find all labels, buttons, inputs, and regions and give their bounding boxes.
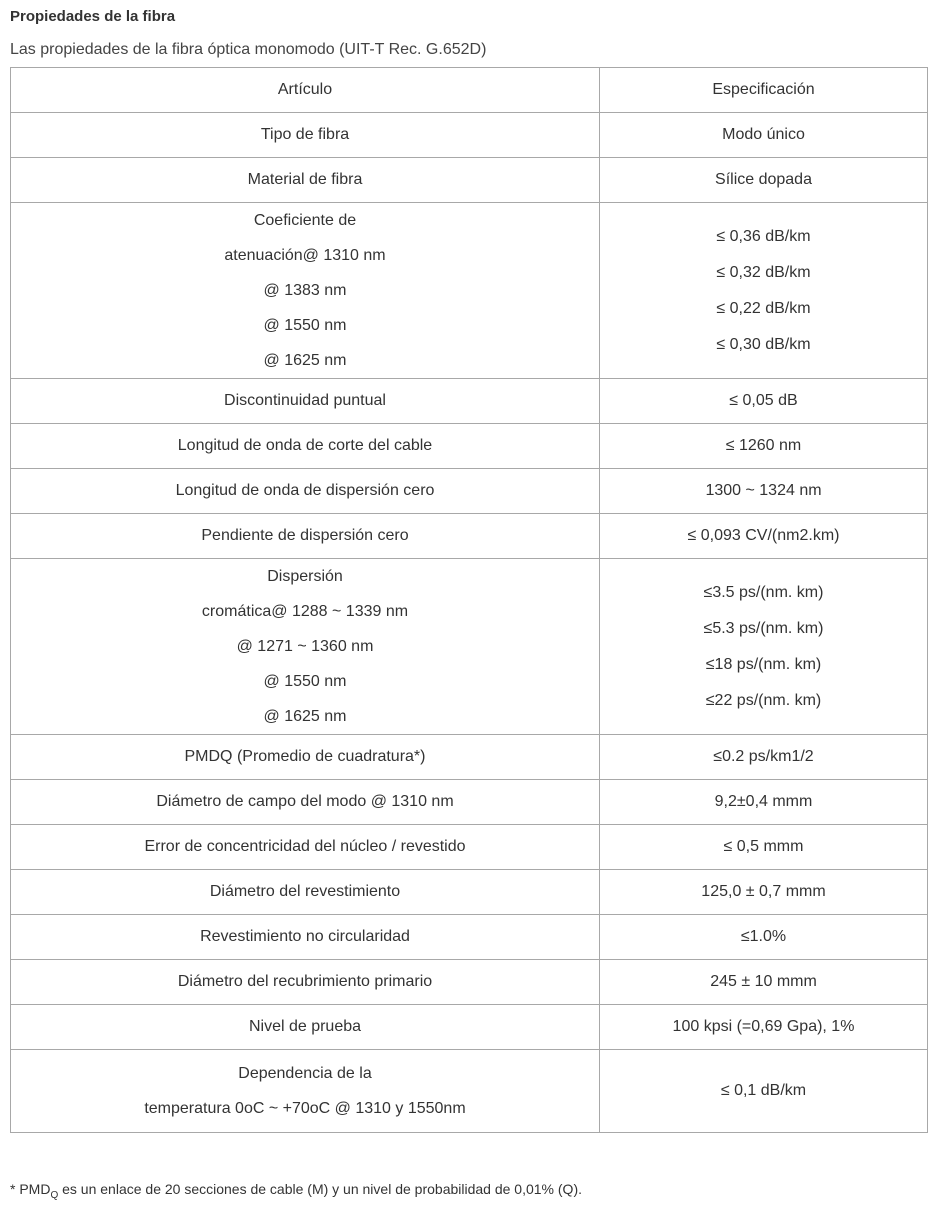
spec-line: ≤1.0% <box>740 928 787 945</box>
table-row <box>11 158 928 203</box>
item-cell <box>11 915 600 960</box>
item-cell <box>11 1050 600 1133</box>
spec-cell <box>600 825 928 870</box>
item-line: PMDQ (Promedio de cuadratura*) <box>184 748 426 765</box>
item-line: Revestimiento no circularidad <box>200 928 410 945</box>
spec-line: 100 kpsi (=0,69 Gpa), 1% <box>672 1018 855 1035</box>
table-row <box>11 870 928 915</box>
spec-cell <box>600 1050 928 1133</box>
spec-line: ≤ 0,5 mmm <box>723 838 804 855</box>
item-cell <box>11 424 600 469</box>
item-line: temperatura 0oC ~ +70oC @ 1310 y 1550nm <box>144 1100 466 1117</box>
item-line: atenuación@ 1310 nm <box>224 247 386 264</box>
spec-line: ≤ 0,32 dB/km <box>716 263 811 281</box>
spec-line: 245 ± 10 mmm <box>710 973 817 990</box>
table-header-row <box>11 68 928 113</box>
spec-line: ≤ 0,05 dB <box>729 392 798 409</box>
spec-cell <box>600 915 928 960</box>
item-cell <box>11 870 600 915</box>
spec-line: ≤ 0,1 dB/km <box>720 1082 807 1099</box>
spec-line: ≤ 1260 nm <box>725 437 802 454</box>
item-line: @ 1625 nm <box>263 352 347 369</box>
item-line: Discontinuidad puntual <box>224 392 386 409</box>
item-cell <box>11 203 600 379</box>
item-line: Tipo de fibra <box>260 126 350 143</box>
item-line: @ 1550 nm <box>263 673 347 690</box>
footnote <box>10 1181 582 1201</box>
header-spec: Especificación <box>600 68 928 113</box>
footnote-text: es un enlace de 20 secciones de cable (M) y un nivel de probabilidad de 0,01% (Q). <box>58 1181 582 1197</box>
spec-line: ≤ 0,093 CV/(nm2.km) <box>687 527 840 544</box>
item-line: Dispersión <box>267 568 343 585</box>
spec-line: ≤0.2 ps/km1/2 <box>713 748 814 765</box>
item-cell <box>11 559 600 735</box>
item-line: @ 1625 nm <box>263 708 347 725</box>
spec-line: 1300 ~ 1324 nm <box>705 482 822 499</box>
table-row <box>11 113 928 158</box>
table-row <box>11 1005 928 1050</box>
item-line: Longitud de onda de corte del cable <box>177 437 433 454</box>
item-cell <box>11 469 600 514</box>
item-cell <box>11 379 600 424</box>
table-row <box>11 1050 928 1133</box>
item-cell <box>11 514 600 559</box>
spec-cell <box>600 870 928 915</box>
table-row <box>11 825 928 870</box>
spec-cell <box>600 514 928 559</box>
item-cell <box>11 735 600 780</box>
table-row <box>11 514 928 559</box>
spec-line: ≤ 0,30 dB/km <box>716 335 811 353</box>
spec-cell <box>600 559 928 735</box>
spec-cell <box>600 203 928 379</box>
item-line: Diámetro del recubrimiento primario <box>177 973 433 990</box>
spec-line: ≤22 ps/(nm. km) <box>705 691 822 709</box>
spec-cell <box>600 960 928 1005</box>
item-line: Coeficiente de <box>253 212 357 229</box>
item-cell <box>11 780 600 825</box>
item-line: Material de fibra <box>247 171 363 188</box>
spec-line: ≤3.5 ps/(nm. km) <box>703 583 824 601</box>
fiber-properties-table <box>10 67 928 1133</box>
item-cell <box>11 158 600 203</box>
table-row <box>11 469 928 514</box>
spec-line: 9,2±0,4 mmm <box>714 793 813 810</box>
table-row <box>11 424 928 469</box>
item-line: @ 1550 nm <box>263 317 347 334</box>
spec-cell <box>600 113 928 158</box>
table-row <box>11 203 928 379</box>
section-heading: Propiedades de la fibra <box>10 8 176 25</box>
spec-cell <box>600 424 928 469</box>
table-row <box>11 960 928 1005</box>
spec-cell <box>600 1005 928 1050</box>
item-line: Diámetro de campo del modo @ 1310 nm <box>156 793 454 810</box>
spec-cell <box>600 158 928 203</box>
spec-line: ≤18 ps/(nm. km) <box>705 655 822 673</box>
item-line: @ 1271 ~ 1360 nm <box>236 638 374 655</box>
spec-cell <box>600 469 928 514</box>
item-line: Pendiente de dispersión cero <box>201 527 409 544</box>
spec-cell <box>600 379 928 424</box>
spec-cell <box>600 780 928 825</box>
item-line: @ 1383 nm <box>263 282 347 299</box>
spec-line: Sílice dopada <box>715 171 812 188</box>
item-cell <box>11 825 600 870</box>
spec-line: 125,0 ± 0,7 mmm <box>701 883 826 900</box>
item-line: Error de concentricidad del núcleo / revestido <box>144 838 466 855</box>
spec-line: ≤ 0,36 dB/km <box>716 227 811 245</box>
table-row <box>11 915 928 960</box>
item-line: Nivel de prueba <box>248 1018 362 1035</box>
table-caption: Las propiedades de la fibra óptica monomodo (UIT-T Rec. G.652D) <box>10 41 487 58</box>
item-line: Diámetro del revestimiento <box>209 883 401 900</box>
table-row <box>11 559 928 735</box>
table-row <box>11 735 928 780</box>
item-line: Dependencia de la <box>238 1065 372 1082</box>
table-row <box>11 379 928 424</box>
spec-line: ≤5.3 ps/(nm. km) <box>703 619 824 637</box>
header-item: Artículo <box>11 68 600 113</box>
spec-line: ≤ 0,22 dB/km <box>716 299 811 317</box>
footnote-prefix: * PMD <box>10 1181 51 1197</box>
item-cell <box>11 960 600 1005</box>
spec-line: Modo único <box>722 126 805 143</box>
spec-cell <box>600 735 928 780</box>
item-cell <box>11 113 600 158</box>
item-line: cromática@ 1288 ~ 1339 nm <box>201 603 409 620</box>
item-line: Longitud de onda de dispersión cero <box>175 482 435 499</box>
item-cell <box>11 1005 600 1050</box>
table-row <box>11 780 928 825</box>
footnote-subscript: Q <box>50 1189 59 1201</box>
